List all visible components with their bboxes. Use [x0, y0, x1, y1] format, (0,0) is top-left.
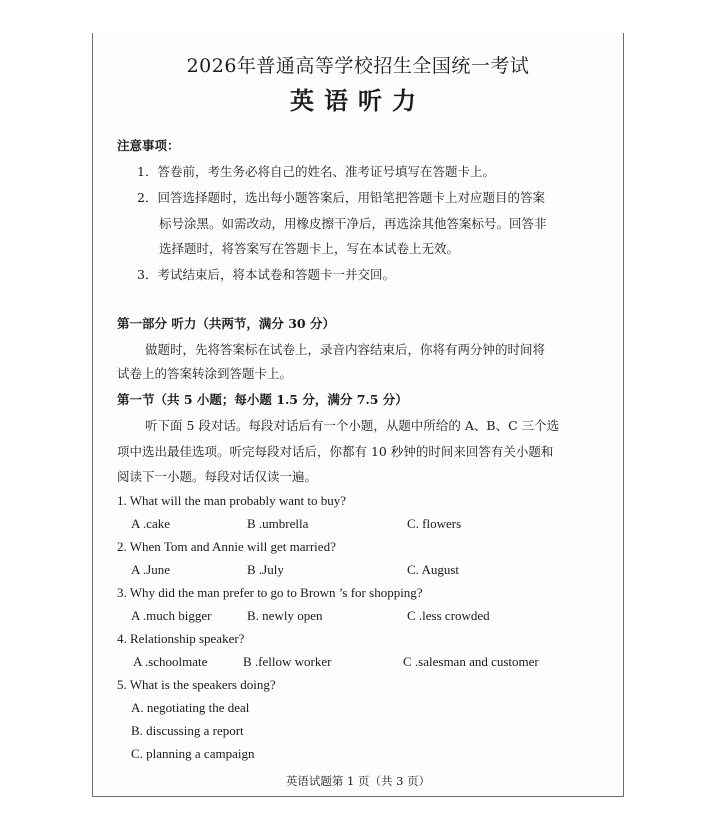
- option-b: B .umbrella: [247, 516, 309, 531]
- notice-item: 选择题时，将答案写在答题卡上，写在本试卷上无效。: [159, 241, 460, 256]
- question-text: 5. What is the speakers doing?: [117, 677, 276, 692]
- option-b: B .July: [247, 562, 284, 577]
- option-c: C. August: [407, 562, 460, 577]
- section1-intro: 项中选出最佳选项。听完每段对话后，你都有 10 秒钟的时间来回答有关小题和: [117, 444, 554, 459]
- exam-page: [92, 33, 624, 797]
- part1-heading: 第一部分 听力（共两节，满分 30 分）: [117, 316, 335, 331]
- page-footer: 英语试题第 1 页（共 3 页）: [285, 774, 431, 788]
- question-text: 2. When Tom and Annie will get married?: [117, 539, 336, 554]
- section1-intro: 听下面 5 段对话。每段对话后有一个小题，从题中所给的 A、B、C 三个选: [145, 418, 560, 433]
- option-b: B .fellow worker: [243, 654, 332, 669]
- question-text: 3. Why did the man prefer to go to Brown ’s for shopping?: [117, 585, 423, 600]
- exam-title: 2026年普通高等学校招生全国统一考试: [186, 55, 530, 77]
- option-c: C .salesman and customer: [403, 654, 539, 669]
- section1-intro: 阅读下一小题。每段对话仅读一遍。: [117, 469, 318, 484]
- option-b: B. discussing a report: [131, 723, 244, 738]
- option-b: B. newly open: [247, 608, 323, 623]
- option-c: C. planning a campaign: [131, 746, 255, 761]
- option-a: A .cake: [131, 516, 170, 531]
- exam-subject: 英语听力: [290, 86, 426, 115]
- option-a: A .much bigger: [131, 608, 212, 623]
- notice-item: 1．答卷前，考生务必将自己的姓名、准考证号填写在答题卡上。: [137, 164, 495, 179]
- question-text: 1. What will the man probably want to buy?: [117, 493, 347, 508]
- part1-intro: 做题时，先将答案标在试卷上，录音内容结束后，你将有两分钟的时间将: [145, 342, 546, 357]
- notice-item: 标号涂黑。如需改动，用橡皮擦干净后，再选涂其他答案标号。回答非: [159, 216, 547, 231]
- section1-heading: 第一节（共 5 小题；每小题 1.5 分，满分 7.5 分）: [117, 392, 408, 407]
- option-a: A. negotiating the deal: [131, 700, 250, 715]
- option-a: A .schoolmate: [133, 654, 208, 669]
- question-text: 4. Relationship speaker?: [117, 631, 245, 646]
- notice-heading: 注意事项：: [117, 138, 180, 153]
- option-c: C .less crowded: [407, 608, 490, 623]
- notice-item: 2．回答选择题时，选出每小题答案后，用铅笔把答题卡上对应题目的答案: [137, 190, 545, 205]
- option-a: A .June: [131, 562, 170, 577]
- part1-intro: 试卷上的答案转涂到答题卡上。: [117, 366, 293, 381]
- option-c: C. flowers: [407, 516, 462, 531]
- notice-item: 3．考试结束后，将本试卷和答题卡一并交回。: [137, 267, 395, 282]
